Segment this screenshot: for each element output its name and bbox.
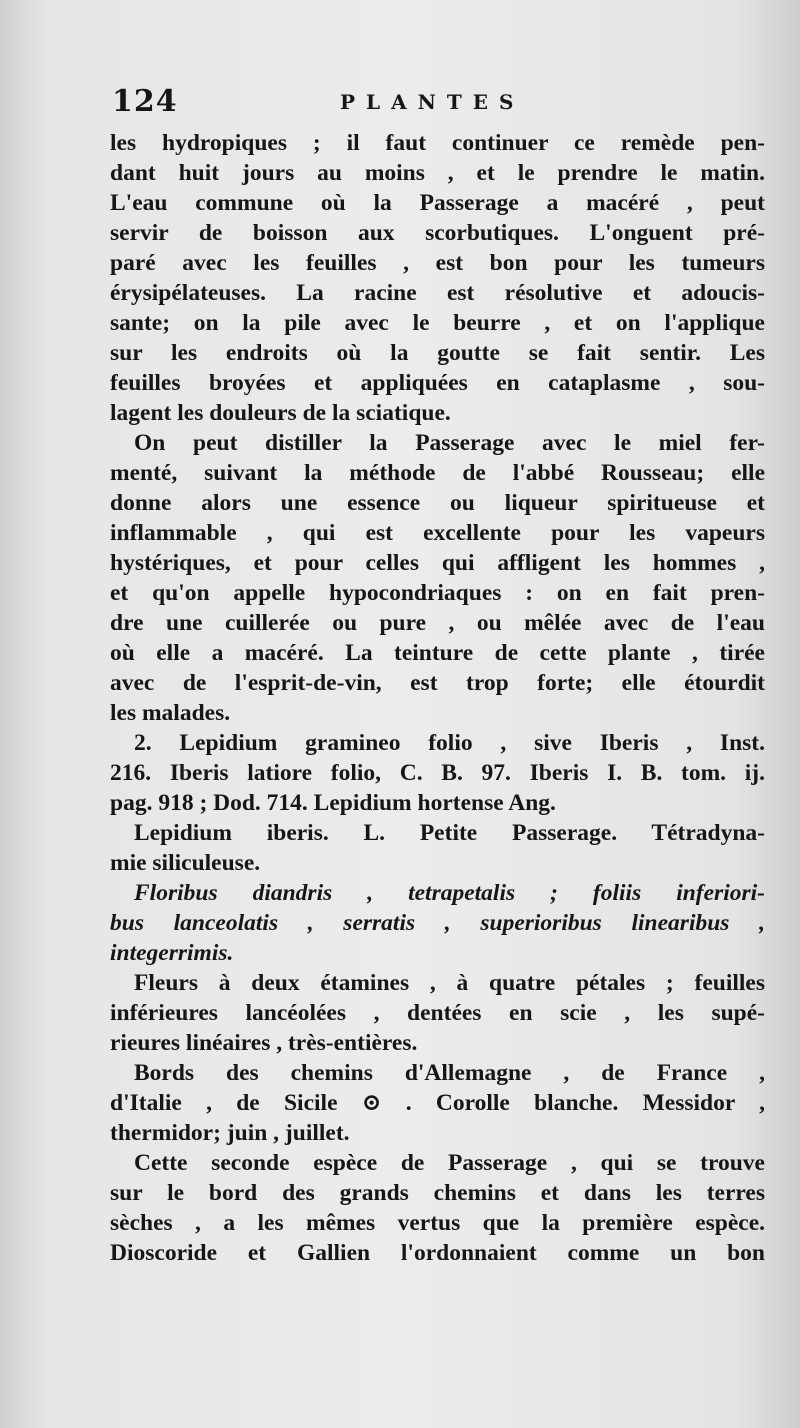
text-line: sèches , a les mêmes vertus que la première espèce. [110, 1210, 765, 1236]
body-text [110, 128, 765, 1268]
text-line: dant huit jours au moins , et le prendre le matin. [110, 160, 765, 186]
running-head: PLANTES [340, 90, 525, 114]
text-line: menté, suivant la méthode de l'abbé Rousseau; elle [110, 460, 765, 486]
text-line: thermidor; juin , juillet. [110, 1120, 350, 1146]
text-line: On peut distiller la Passerage avec le miel fer- [134, 430, 765, 456]
text-line: paré avec les feuilles , est bon pour les tumeurs [110, 250, 765, 276]
text-line: érysipélateuses. La racine est résolutive et adoucis- [110, 280, 765, 306]
text-line: Floribus diandris , tetrapetalis ; foliis inferiori- [134, 880, 765, 906]
text-line: bus lanceolatis , serratis , superioribus linearibus , [110, 910, 765, 936]
text-line: sur le bord des grands chemins et dans les terres [110, 1180, 765, 1206]
text-line: Cette seconde espèce de Passerage , qui se trouve [134, 1150, 765, 1176]
text-line: dre une cuillerée ou pure , ou mêlée avec de l'eau [110, 610, 765, 636]
text-line: mie siliculeuse. [110, 850, 261, 876]
text-line: Fleurs à deux étamines , à quatre pétales ; feuilles [134, 970, 765, 996]
text-line: servir de boisson aux scorbutiques. L'onguent pré- [110, 220, 765, 246]
text-line: donne alors une essence ou liqueur spiritueuse et [110, 490, 765, 516]
text-line: lagent les douleurs de la sciatique. [110, 400, 451, 426]
text-line: Bords des chemins d'Allemagne , de France , [134, 1060, 765, 1086]
text-line: hystériques, et pour celles qui affligent les hommes , [110, 550, 765, 576]
text-line: d'Italie , de Sicile ⊙ . Corolle blanche. Messidor , [110, 1090, 765, 1116]
text-line: integerrimis. [110, 940, 234, 966]
page-header [112, 84, 762, 124]
text-line: Dioscoride et Gallien l'ordonnaient comme un bon [110, 1240, 765, 1266]
page-number: 124 [112, 84, 178, 119]
text-line: où elle a macéré. La teinture de cette plante , tirée [110, 640, 765, 666]
text-line: L'eau commune où la Passerage a macéré , peut [110, 190, 765, 216]
text-line: 216. Iberis latiore folio, C. B. 97. Iberis I. B. tom. ij. [110, 760, 765, 786]
text-line: et qu'on appelle hypocondriaques : on en fait pren- [110, 580, 765, 606]
text-line: inférieures lancéolées , dentées en scie , les supé- [110, 1000, 765, 1026]
text-line: rieures linéaires , très-entières. [110, 1030, 418, 1056]
text-line: sante; on la pile avec le beurre , et on l'applique [110, 310, 765, 336]
text-line: les malades. [110, 700, 231, 726]
text-line: avec de l'esprit-de-vin, est trop forte; elle étourdit [110, 670, 765, 696]
text-line: pag. 918 ; Dod. 714. Lepidium hortense Ang. [110, 790, 556, 816]
text-line: feuilles broyées et appliquées en cataplasme , sou- [110, 370, 765, 396]
text-line: les hydropiques ; il faut continuer ce remède pen- [110, 130, 765, 156]
text-line: Lepidium iberis. L. Petite Passerage. Tétradyna- [134, 820, 765, 846]
text-line: inflammable , qui est excellente pour les vapeurs [110, 520, 765, 546]
text-line: 2. Lepidium gramineo folio , sive Iberis , Inst. [134, 730, 765, 756]
text-line: sur les endroits où la goutte se fait sentir. Les [110, 340, 765, 366]
